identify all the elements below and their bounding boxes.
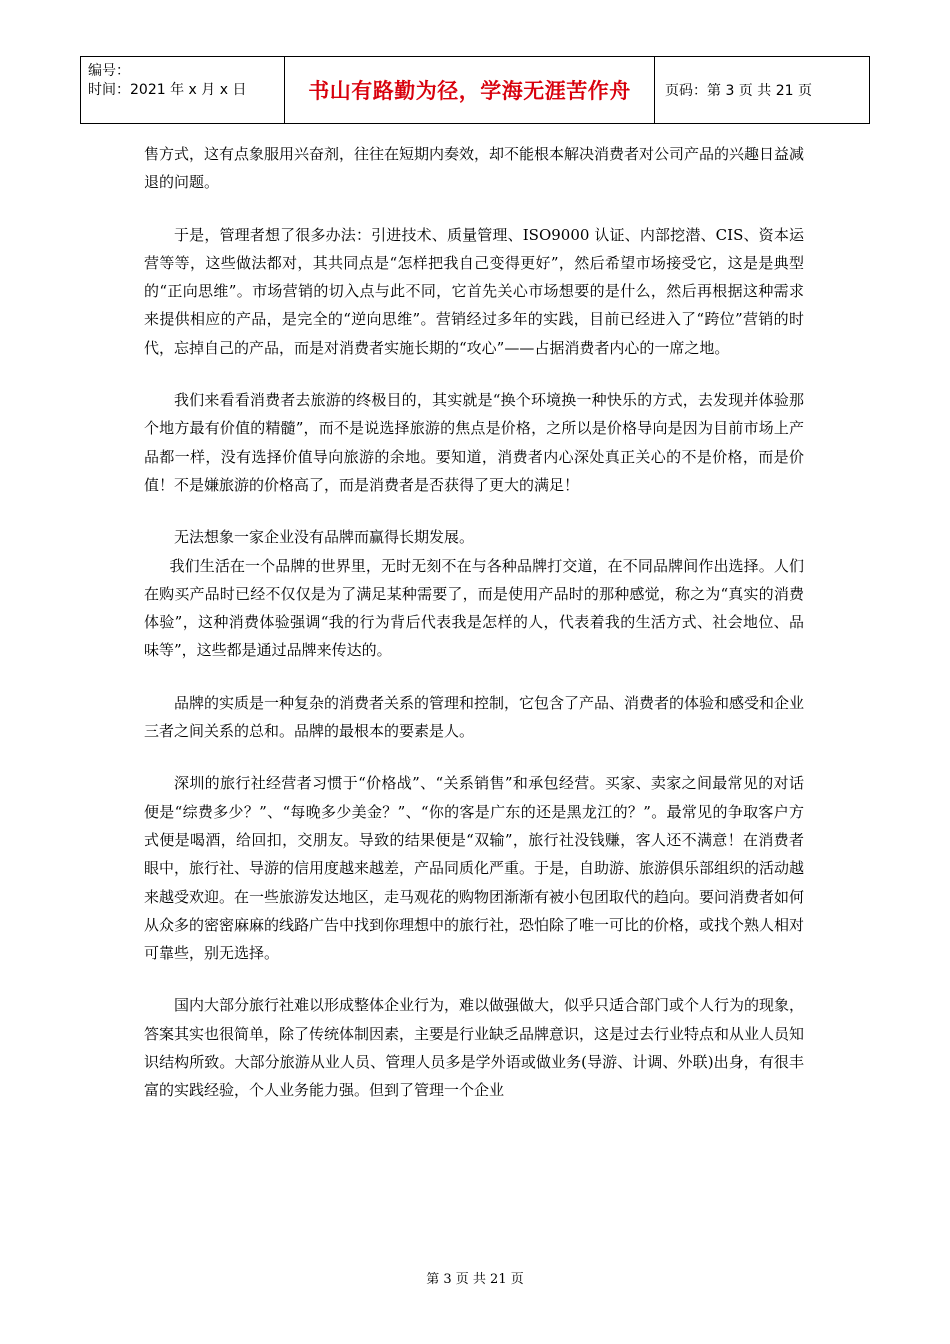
document-body (144, 140, 804, 1129)
number-label: 编号： (88, 63, 130, 79)
paragraph: 售方式，这有点象服用兴奋剂，往往在短期内奏效，却不能根本解决消费者对公司产品的兴趣日益减退的问题。 (144, 145, 805, 192)
paragraph: 于是，管理者想了很多办法：引进技术、质量管理、ISO9000 认证、内部挖潜、CIS、资本运营等等，这些做法都对，其共同点是“怎样把我自己变得更好”，然后希望市场接受它，这是是典型的“正向思维”。市场营销的切入点与此不同，它首先关心市场想要的是什么，然后再根据这种需求来提供相应的产品，是完全的“逆向思维”。营销经过多年的实践，目前已经进入了“跨位”营销的时代，忘掉自己的产品，而是对消费者实施长期的“攻心”——占据消费者内心的一席之地。 (144, 225, 804, 357)
paragraph: 我们来看看消费者去旅游的终极目的，其实就是“换个环境换一种快乐的方式，去发现并体验那个地方最有价值的精髓”，而不是说选择旅游的焦点是价格，之所以是价格导向是因为目前市场上产品都一样，没有选择价值导向旅游的余地。要知道，消费者内心深处真正关心的不是价格，而是价值！不是嫌旅游的价格高了，而是消费者是否获得了更大的满足！ (144, 391, 804, 494)
page-info-cell (655, 57, 869, 123)
header-table (80, 56, 870, 124)
paragraph: 品牌的实质是一种复杂的消费者关系的管理和控制，它包含了产品、消费者的体验和感受和企业三者之间关系的总和。品牌的最根本的要素是人。 (144, 693, 805, 741)
paragraph: 我们生活在一个品牌的世界里，无时无刻不在与各种品牌打交道，在不同品牌间作出选择。人们在购买产品时已经不仅仅是为了满足某种需要了，而是使用产品时的那种感觉，称之为“真实的消费体验”，这种消费体验强调“我的行为背后代表我是怎样的人，代表着我的生活方式、社会地位、品味等”，这些都是通过品牌来传达的。 (144, 556, 804, 660)
page-info-text: 页码：第 3 页 共 21 页 (665, 83, 812, 99)
paragraph: 深圳的旅行社经营者习惯于“价格战”、“关系销售”和承包经营。买家、卖家之间最常见的对话便是“综费多少？”、“每晚多少美金？”、“你的客是广东的还是黑龙江的？”。最常见的争取客户方式便是喝酒，给回扣，交朋友。导致的结果便是“双输”，旅行社没钱赚，客人还不满意！在消费者眼中，旅行社、导游的信用度越来越差，产品同质化严重。于是，自助游、旅游俱乐部组织的活动越来越受欢迎。在一些旅游发达地区，走马观花的购物团渐渐有被小包团取代的趋向。要问消费者如何从众多的密密麻麻的线路广告中找到你理想中的旅行社，恐怕除了唯一可比的价格，或找个熟人相对可靠些，别无选择。 (144, 774, 805, 963)
paragraph: 国内大部分旅行社难以形成整体企业行为，难以做强做大，似乎只适合部门或个人行为的现象，答案其实也很简单，除了传统体制因素，主要是行业缺乏品牌意识，这是过去行业特点和从业人员知识结构所致。大部分旅游从业人员、管理人员多是学外语或做业务(导游、计调、外联)出身，有很丰富的实践经验，个人业务能力强。但到了管理一个企业 (144, 996, 805, 1100)
page-footer: 第 3 页 共 21 页 (426, 1272, 524, 1287)
header-info-cell (81, 57, 285, 123)
time-label: 时间：2021 年 x 月 x 日 (88, 82, 247, 98)
motto-cell (285, 57, 655, 123)
motto-text: 书山有路勤为径，学海无涯苦作舟 (308, 79, 631, 103)
paragraph: 无法想象一家企业没有品牌而赢得长期发展。 (174, 528, 475, 547)
